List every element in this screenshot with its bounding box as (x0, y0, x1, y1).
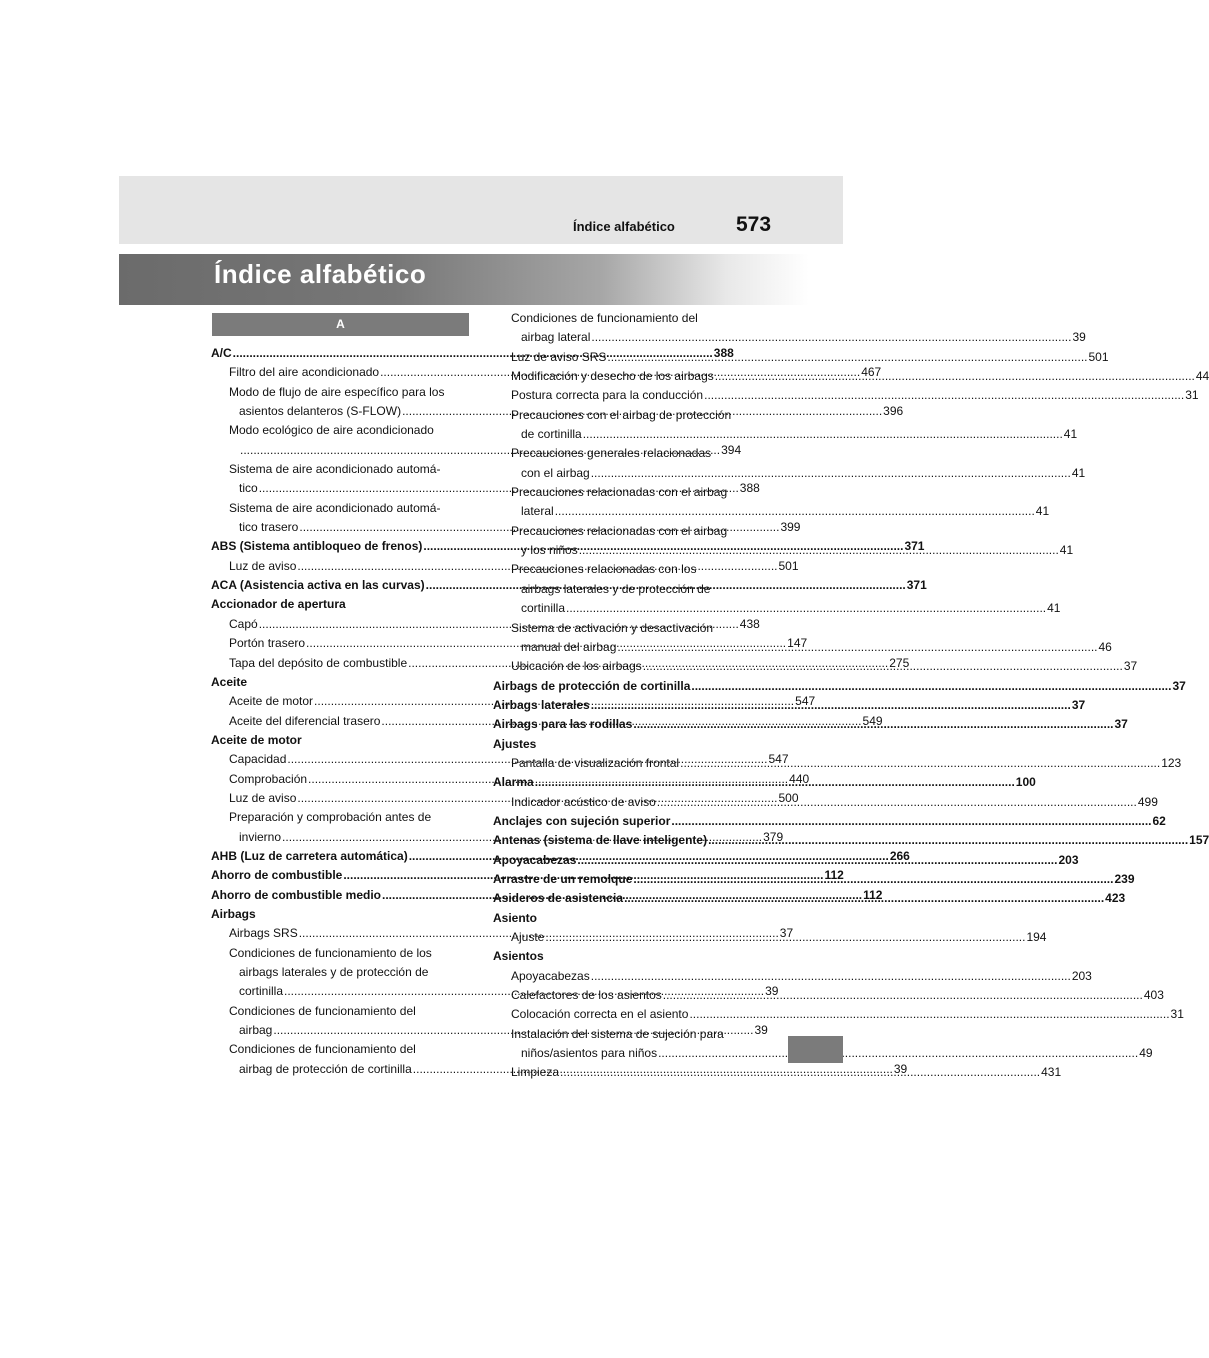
entry-text: Colocación correcta en el asiento (511, 1007, 689, 1022)
page-title: Índice alfabético (214, 259, 427, 289)
entry-text: Precauciones con el airbag de protección (511, 407, 732, 422)
index-entry-sub (211, 460, 470, 479)
dot-leader (658, 1044, 1138, 1063)
entry-text: Condiciones de funcionamiento de los (229, 945, 432, 960)
entry-page-number: 423 (1105, 891, 1126, 906)
entry-text: niños/asientos para niños (521, 1046, 658, 1061)
header-title: Índice alfabético (573, 219, 675, 234)
index-entry-sub (211, 1002, 470, 1021)
entry-page-number: 37 (779, 926, 794, 941)
entry-text: invierno (239, 829, 282, 844)
entry-page-number: 49 (1139, 1046, 1153, 1061)
thumb-index-tab (788, 1036, 843, 1063)
index-entry-sub (211, 808, 470, 827)
entry-page-number: 39 (754, 1023, 768, 1038)
entry-page-number: 39 (765, 984, 779, 999)
index-entry-cont (493, 328, 1086, 347)
entry-text: Apoyacabezas (511, 968, 590, 983)
entry-text: Ubicación de los airbags (511, 659, 642, 674)
dot-leader (583, 425, 1063, 444)
entry-page-number: 37 (1172, 678, 1186, 693)
entry-text: Pantalla de visualización frontal (511, 755, 680, 770)
entry-text: Comprobación (229, 771, 308, 786)
entry-page-number: 44 (1195, 369, 1209, 384)
entry-text: asientos delanteros (S-FLOW) (239, 404, 402, 419)
entry-text: Luz de aviso (229, 558, 297, 573)
index-entry-sub (493, 967, 1092, 986)
entry-page-number: 157 (1189, 833, 1209, 848)
index-entry-main (493, 735, 752, 754)
index-entry-sub (493, 560, 752, 579)
index-entry-sub (493, 522, 752, 541)
entry-text: Postura correcta para la conducción (511, 388, 704, 403)
entry-page-number: 112 (824, 868, 844, 883)
entry-page-number: 62 (1152, 813, 1166, 828)
entry-text: tico (239, 481, 258, 496)
entry-text: Asideros de asistencia (493, 891, 624, 906)
dot-leader (617, 638, 1097, 657)
entry-text: Ahorro de combustible (211, 868, 343, 883)
index-entry-main (493, 909, 752, 928)
entry-text: tico trasero (239, 520, 299, 535)
entry-page-number: 371 (906, 578, 927, 593)
entry-page-number: 41 (1063, 427, 1078, 442)
entry-text: Alarma (493, 775, 534, 790)
entry-page-number: 501 (1088, 349, 1109, 364)
entry-page-number: 440 (789, 771, 810, 786)
entry-page-number: 501 (778, 558, 799, 573)
entry-text: airbag lateral (521, 330, 591, 345)
index-entry-cont (493, 502, 1050, 521)
index-entry-sub (493, 406, 752, 425)
index-entry-sub (211, 421, 470, 440)
index-entry-sub (493, 619, 752, 638)
entry-page-number: 549 (862, 713, 883, 728)
entry-page-number: 203 (1071, 968, 1092, 983)
index-entry-cont (493, 580, 752, 599)
dot-leader (577, 851, 1057, 870)
entry-text: airbag (239, 1023, 273, 1038)
index-entry-sub (493, 1005, 1184, 1024)
entry-text: y los niños (521, 543, 578, 558)
entry-page-number: 31 (1185, 388, 1199, 403)
entry-text: Portón trasero (229, 636, 306, 651)
entry-page-number: 266 (889, 848, 910, 863)
entry-page-number: 46 (1098, 639, 1112, 654)
entry-page-number: 239 (1114, 871, 1135, 886)
dot-leader (691, 677, 1171, 696)
entry-page-number: 388 (739, 481, 760, 496)
dot-leader (643, 657, 1123, 676)
entry-text: Condiciones de funcionamiento del (229, 1003, 416, 1018)
entry-text: Capacidad (229, 752, 287, 767)
entry-text: Sistema de aire acondicionado automá- (229, 462, 441, 477)
dot-leader (579, 541, 1059, 560)
entry-text: lateral (521, 504, 554, 519)
entry-text: Ajuste (511, 930, 545, 944)
index-entry-main (493, 947, 752, 966)
index-entry-cont (493, 1044, 1153, 1063)
header-band (119, 176, 843, 244)
entry-page-number: 388 (713, 346, 734, 360)
entry-text: A/C (211, 346, 232, 360)
entry-page-number: 123 (1161, 755, 1182, 770)
entry-page-number: 41 (1071, 465, 1086, 480)
index-entry-sub (493, 1025, 752, 1044)
entry-text: Ajustes (493, 736, 537, 751)
entry-text: Airbags de protección de cortinilla (493, 678, 691, 693)
entry-text: ACA (Asistencia activa en las curvas) (211, 578, 425, 593)
entry-text: Tapa del depósito de combustible (229, 655, 408, 670)
dot-leader (566, 599, 1046, 618)
entry-text: Airbags (211, 906, 256, 921)
index-entry-sub (493, 444, 752, 463)
entry-text: airbag de protección de cortinilla (239, 1061, 412, 1076)
entry-text: cortinilla (521, 601, 566, 616)
entry-text: Modo ecológico de aire acondicionado (229, 423, 434, 438)
dot-leader (555, 502, 1035, 521)
dot-leader (591, 328, 1071, 347)
entry-text: Airbags SRS (229, 926, 298, 941)
index-entry-cont (493, 425, 1078, 444)
entry-page-number: 467 (861, 365, 882, 380)
entry-page-number: 41 (1035, 504, 1050, 519)
entry-text: Calefactores de los asientos (511, 988, 662, 1003)
dot-leader (708, 831, 1188, 850)
entry-text: Capó (229, 616, 258, 631)
index-entry-main (211, 595, 470, 614)
entry-text: Modo de flujo de aire específico para los (229, 384, 445, 399)
dot-leader (591, 696, 1071, 715)
entry-text: ABS (Sistema antibloqueo de frenos) (211, 539, 423, 554)
entry-page-number: 194 (1026, 930, 1047, 944)
entry-page-number: 500 (778, 790, 799, 805)
entry-page-number: 31 (1170, 1007, 1184, 1022)
entry-text: airbags laterales y de protección de (521, 581, 711, 596)
entry-page-number: 379 (763, 829, 784, 844)
entry-text: Arrastre de un remolque (493, 871, 633, 886)
index-entry-sub (211, 383, 470, 402)
entry-text: Precauciones generales relacionadas (511, 446, 712, 461)
dot-leader (704, 386, 1184, 405)
entry-text: Instalación del sistema de sujeción para (511, 1026, 724, 1041)
dot-leader (545, 928, 1025, 947)
entry-text: con el airbag (521, 465, 590, 480)
entry-text: Asientos (493, 949, 544, 964)
entry-text: Limpieza (511, 1065, 560, 1080)
index-entry-sub (493, 309, 752, 328)
entry-page-number: 37 (1123, 659, 1138, 674)
section-letter: A (336, 317, 345, 331)
entry-text: Aceite de motor (211, 732, 302, 747)
dot-leader (633, 715, 1113, 734)
entry-text: AHB (Luz de carretera automática) (211, 848, 408, 863)
entry-page-number: 399 (780, 520, 801, 535)
index-entry-sub (211, 499, 470, 518)
entry-text: Filtro del aire acondicionado (229, 365, 380, 380)
entry-text: Condiciones de funcionamiento del (229, 1042, 416, 1057)
entry-text: Precauciones relacionadas con el airbag (511, 485, 728, 500)
entry-page-number: 547 (795, 694, 816, 709)
entry-text: Aceite del diferencial trasero (229, 713, 381, 728)
entry-text: cortinilla (239, 984, 284, 999)
index-entry-main (211, 673, 470, 692)
dot-leader (591, 464, 1071, 483)
dot-leader (607, 348, 1087, 367)
entry-page-number: 39 (1072, 330, 1086, 345)
entry-text: Precauciones relacionadas con el airbag (511, 523, 728, 538)
dot-leader (657, 793, 1137, 812)
section-header-bar (212, 313, 469, 336)
entry-page-number: 147 (787, 636, 808, 651)
entry-page-number: 403 (1143, 988, 1164, 1003)
entry-text: Condiciones de funcionamiento del (511, 311, 698, 325)
entry-page-number: 203 (1058, 852, 1079, 867)
entry-text: airbags laterales y de protección de (239, 965, 429, 979)
entry-page-number: 275 (889, 655, 910, 670)
entry-page-number: 112 (863, 887, 883, 902)
index-entry-sub (493, 386, 1199, 405)
entry-text: Luz de aviso (229, 790, 297, 805)
entry-text: Modificación y desecho de los airbags (511, 369, 714, 384)
entry-text: de cortinilla (521, 427, 582, 442)
entry-page-number: 39 (893, 1061, 908, 1076)
dot-leader (633, 870, 1113, 889)
index-entry-main (493, 812, 1166, 831)
entry-text: Aceite de motor (229, 694, 314, 709)
dot-leader (560, 1063, 1040, 1082)
entry-text: Luz de aviso SRS (511, 349, 607, 364)
page-number: 573 (736, 213, 772, 236)
entry-page-number: 100 (1015, 775, 1036, 790)
entry-page-number: 438 (739, 616, 760, 631)
entry-text: Precauciones relacionadas con los (511, 562, 697, 577)
index-entry-main (211, 731, 470, 750)
entry-text: Anclajes con sujeción superior (493, 813, 671, 828)
entry-page-number: 431 (1041, 1065, 1062, 1080)
entry-page-number: 371 (904, 539, 925, 554)
entry-page-number: 37 (1114, 717, 1128, 732)
index-entry-cont (211, 963, 470, 982)
entry-text: Indicador acústico de aviso (511, 794, 656, 809)
dot-leader (671, 812, 1151, 831)
dot-leader (680, 754, 1160, 773)
entry-text: Airbags para las rodillas (493, 717, 633, 732)
index-entry-main (211, 905, 470, 924)
dot-leader (689, 1005, 1169, 1024)
entry-page-number: 394 (721, 442, 742, 457)
entry-page-number: 41 (1047, 601, 1061, 616)
index-entry-sub (493, 348, 1109, 367)
entry-page-number: 37 (1071, 697, 1086, 712)
index-entry-cont (493, 599, 1061, 618)
entry-text: Antenas (sistema de llave inteligente) (493, 833, 708, 848)
dot-leader (535, 773, 1015, 792)
dot-leader (624, 889, 1104, 908)
index-entry-cont (493, 464, 1086, 483)
entry-page-number: 396 (883, 404, 904, 419)
dot-leader (591, 967, 1071, 986)
entry-page-number: 499 (1137, 794, 1158, 809)
entry-text: Asiento (493, 910, 538, 925)
dot-leader (715, 367, 1195, 386)
entry-page-number: 41 (1059, 543, 1074, 558)
entry-page-number: 547 (768, 752, 789, 767)
entry-text: Apoyacabezas (493, 852, 577, 867)
entry-text: Accionador de apertura (211, 597, 346, 612)
dot-leader (663, 986, 1143, 1005)
entry-text: Sistema de activación y desactivación (511, 620, 714, 635)
index-entry-main (493, 677, 1186, 696)
entry-text: manual del airbag (521, 639, 617, 654)
entry-text: Ahorro de combustible medio (211, 887, 382, 902)
entry-text: Airbags laterales (493, 697, 590, 712)
entry-text: Preparación y comprobación antes de (229, 810, 432, 825)
index-entry-sub (211, 1040, 470, 1059)
entry-text: Aceite (211, 674, 248, 689)
index-entry-sub (211, 944, 470, 963)
entry-text: Sistema de aire acondicionado automá- (229, 500, 441, 515)
index-entry-sub (493, 483, 752, 502)
